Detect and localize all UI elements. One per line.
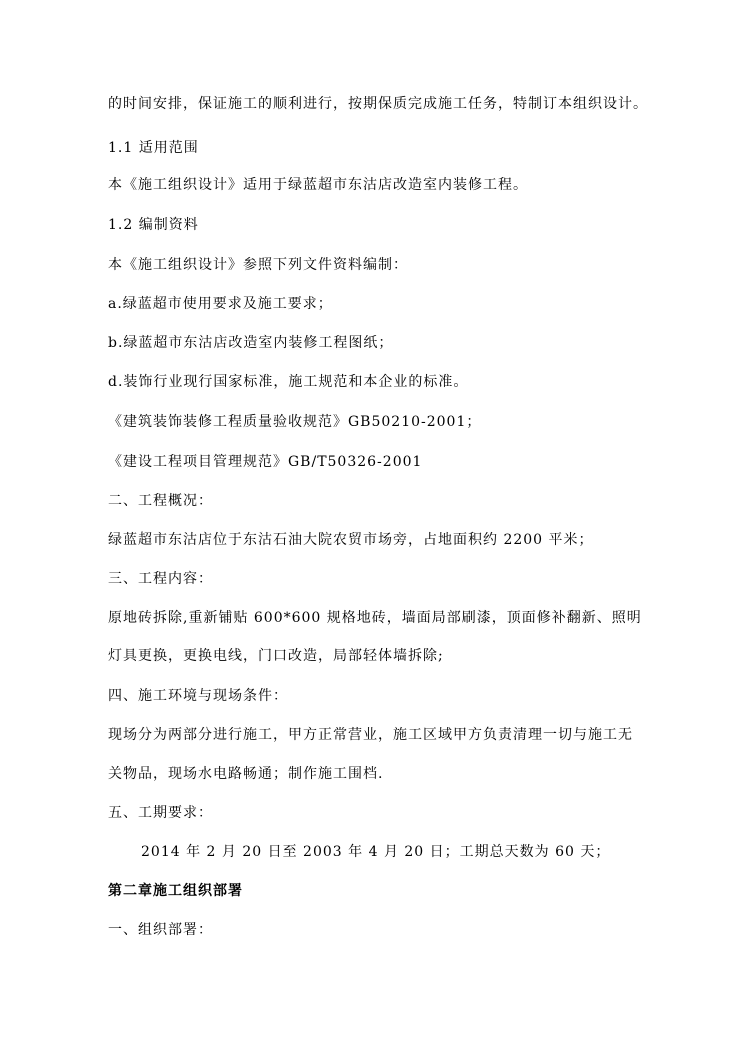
paragraph-scope: 本《施工组织设计》适用于绿蓝超市东沽店改造室内装修工程。 — [108, 177, 528, 193]
paragraph-project-overview: 绿蓝超市东沽店位于东沽石油大院农贸市场旁，占地面积约 2200 平米； — [108, 532, 594, 548]
paragraph-project-content-line1: 原地砖拆除,重新铺贴 600*600 规格地砖，墙面局部刷漆，顶面修补翻新、照明 — [108, 610, 642, 626]
heading-project-content: 三、工程内容： — [108, 571, 213, 587]
paragraph-schedule-dates: 2014 年 2 月 20 日至 2003 年 4 月 20 日；工期总天数为 60 天； — [141, 844, 611, 860]
list-item-d: d.装饰行业现行国家标准，施工规范和本企业的标准。 — [108, 374, 469, 390]
heading-scope: 1.1 适用范围 — [108, 140, 199, 156]
heading-references: 1.2 编制资料 — [108, 217, 199, 233]
paragraph-references-intro: 本《施工组织设计》参照下列文件资料编制： — [108, 257, 408, 273]
heading-organization: 一、组织部署： — [108, 922, 213, 938]
paragraph-site-conditions-line1: 现场分为两部分进行施工，甲方正常营业，施工区域甲方负责清理一切与施工无 — [108, 727, 633, 743]
heading-schedule-requirements: 五、工期要求： — [108, 805, 213, 821]
heading-project-overview: 二、工程概况： — [108, 493, 213, 509]
heading-site-conditions: 四、施工环境与现场条件： — [108, 688, 288, 704]
chapter-title: 第二章施工组织部署 — [108, 883, 243, 899]
list-item-b: b.绿蓝超市东沽店改造室内装修工程图纸； — [108, 335, 394, 351]
list-item-a: a.绿蓝超市使用要求及施工要求； — [108, 296, 333, 312]
paragraph-site-conditions-line2: 关物品，现场水电路畅通；制作施工围档. — [108, 766, 384, 782]
reference-standard-2: 《建设工程项目管理规范》GB/T50326-2001 — [108, 454, 423, 470]
reference-standard-1: 《建筑装饰装修工程质量验收规范》GB50210-2001； — [108, 414, 482, 430]
paragraph-project-content-line2: 灯具更换，更换电线，门口改造，局部轻体墙拆除; — [108, 648, 444, 664]
paragraph-schedule-intro: 的时间安排，保证施工的顺利进行，按期保质完成施工任务，特制订本组织设计。 — [108, 96, 648, 112]
